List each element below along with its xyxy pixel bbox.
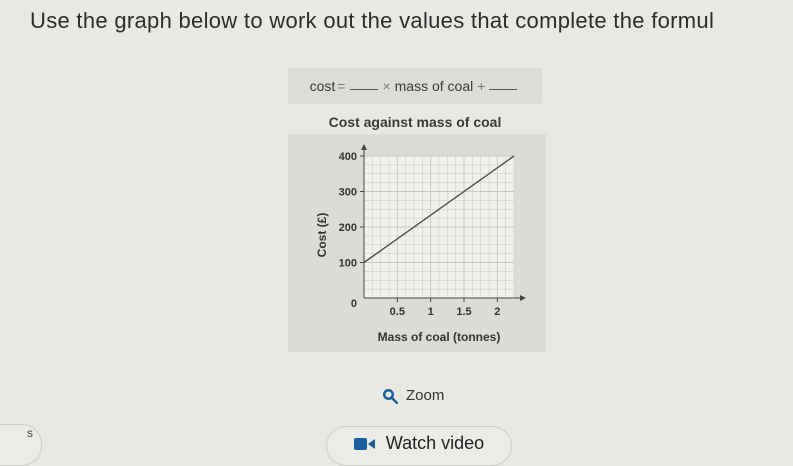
formula-plus: + <box>477 78 486 94</box>
zoom-button[interactable] <box>382 387 444 404</box>
watch-video-label: Watch video <box>385 433 485 453</box>
x-axis-arrow <box>520 295 526 301</box>
intercept-blank[interactable] <box>489 89 517 90</box>
x-tick-label: 1 <box>427 306 434 318</box>
origin-label: 0 <box>350 298 357 310</box>
formula-times: × <box>382 78 391 94</box>
zoom-icon <box>382 388 398 404</box>
formula <box>288 68 542 104</box>
y-tick-label: 400 <box>338 151 357 163</box>
chart-panel <box>288 134 546 352</box>
formula-term: mass of coal <box>394 78 474 94</box>
y-axis-label: Cost (£) <box>315 212 329 258</box>
y-tick-label: 100 <box>338 257 357 270</box>
formula-lhs: cost <box>309 78 336 94</box>
x-tick-label: 1.5 <box>456 306 472 318</box>
x-axis-label: Mass of coal (tonnes) <box>377 330 501 344</box>
chart-title: Cost against mass of coal <box>328 114 502 130</box>
zoom-label: Zoom <box>406 387 445 404</box>
x-tick-label: 2 <box>494 306 501 318</box>
video-camera-icon <box>354 437 376 451</box>
watch-video-button[interactable] <box>326 426 512 466</box>
left-pill-label: s <box>27 426 33 440</box>
formula-equals: = <box>337 78 346 94</box>
y-axis-arrow <box>361 144 367 150</box>
left-pill-button[interactable] <box>0 424 42 466</box>
line-chart <box>288 134 546 352</box>
gradient-blank[interactable] <box>350 89 378 90</box>
x-tick-label: 0.5 <box>389 306 405 318</box>
y-tick-label: 200 <box>338 222 357 234</box>
question-text: Use the graph below to work out the values that complete the formul <box>30 8 715 33</box>
y-tick-label: 300 <box>338 186 357 199</box>
